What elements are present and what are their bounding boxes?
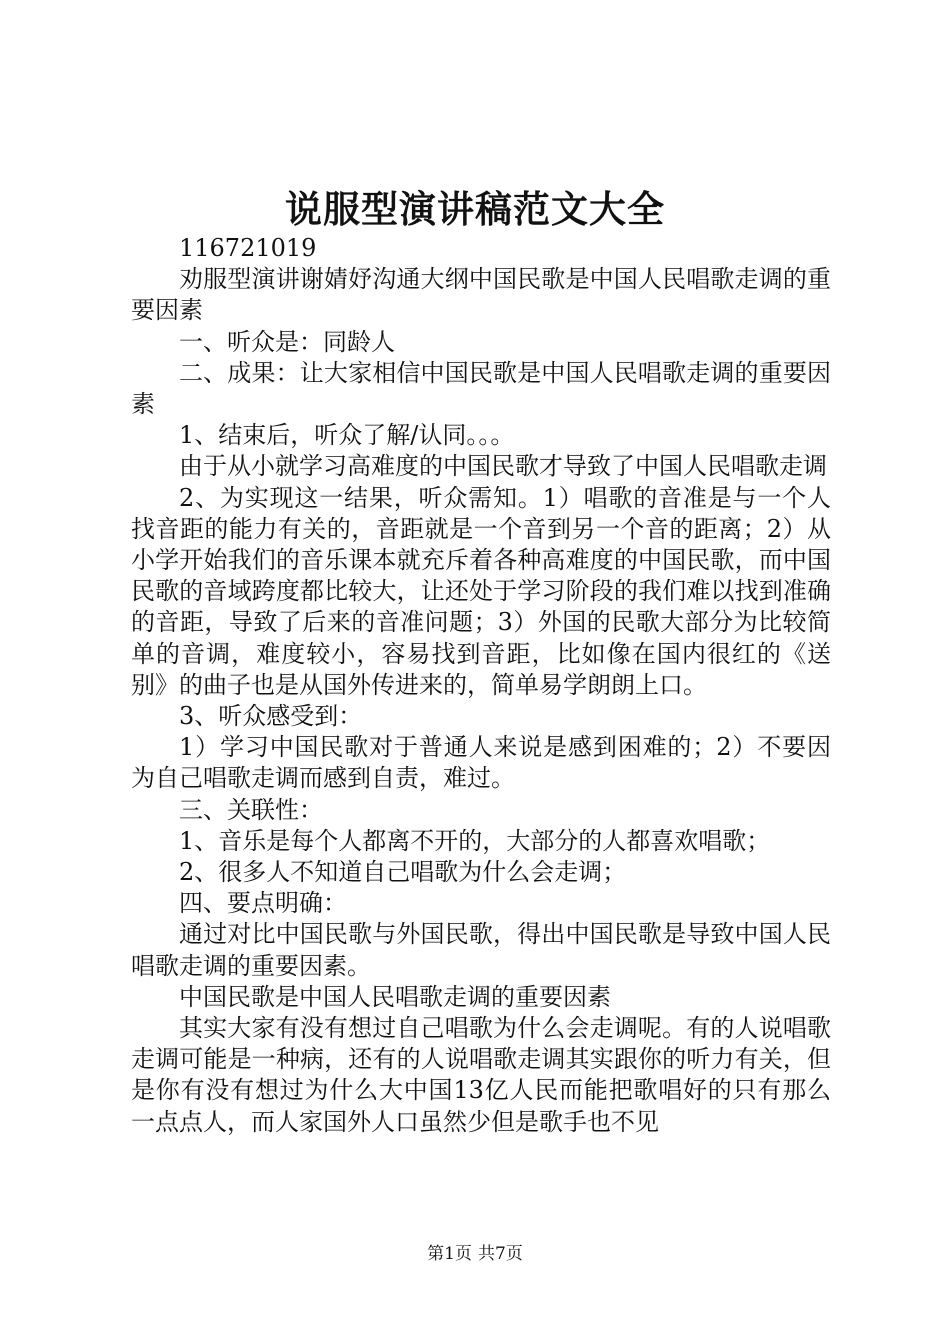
- page-footer: [0, 1243, 950, 1265]
- paragraph-point-3: 3、听众感受到：: [179, 702, 363, 731]
- page-title: 说服型演讲稿范文大全: [285, 187, 665, 231]
- paragraph-outline-title: 劝服型演讲谢婧妤沟通大纲中国民歌是中国人民唱歌走调的重要因素: [131, 265, 831, 325]
- document-body: [131, 233, 831, 1138]
- paragraph-relevance-heading: 三、关联性：: [179, 795, 323, 824]
- paragraph-outcome: 二、成果：让大家相信中国民歌是中国人民唱歌走调的重要因素: [131, 358, 831, 419]
- document-code: 116721019: [179, 234, 317, 262]
- paragraph-point-1: 1、结束后，听众了解/认同。。。: [179, 421, 515, 450]
- paragraph-speech-title: 中国民歌是中国人民唱歌走调的重要因素: [179, 982, 611, 1011]
- paragraph-feelings: 1）学习中国民歌对于普通人来说是感到困难的；2）不要因为自己唱歌走调而感到自责，难过。: [131, 733, 831, 793]
- paragraph-key-points: 通过对比中国民歌与外国民歌，得出中国民歌是导致中国人民唱歌走调的重要因素。: [131, 920, 831, 980]
- paragraph-audience: 一、听众是：同龄人: [179, 327, 395, 356]
- paragraph-point-2: 2、为实现这一结果，听众需知。1）唱歌的音准是与一个人找音距的能力有关的，音距就是一个音到另一个音的距离；2）从小学开始我们的音乐课本就充斥着各种高难度的中国民歌，而中国民歌的音域跨度都比较大，让还处于学习阶段的我们难以找到准确的音距，导致了后来的音准问题；3）外国的民歌大部分为比较简单的音调，难度较小，容易找到音距，比如像在国内很红的《送别》的曲子也是从国外传进来的，简单易学朗朗上口。: [131, 483, 831, 699]
- page-total: 共7页: [478, 1244, 523, 1264]
- paragraph-key-points-heading: 四、要点明确：: [179, 889, 347, 918]
- paragraph-relevance-2: 2、很多人不知道自己唱歌为什么会走调；: [179, 858, 627, 887]
- paragraph-speech-body: 其实大家有没有想过自己唱歌为什么会走调呢。有的人说唱歌走调可能是一种病，还有的人说唱歌走调其实跟你的听力有关，但是你有没有想过为什么大中国13亿人民而能把歌唱好的只有那么一点点人，而人家国外人口虽然少但是歌手也不见: [131, 1014, 831, 1136]
- paragraph-thesis: 由于从小就学习高难度的中国民歌才导致了中国人民唱歌走调: [179, 452, 827, 481]
- paragraph-relevance-1: 1、音乐是每个人都离不开的，大部分的人都喜欢唱歌；: [179, 826, 771, 855]
- page-number: 第1页: [427, 1244, 472, 1264]
